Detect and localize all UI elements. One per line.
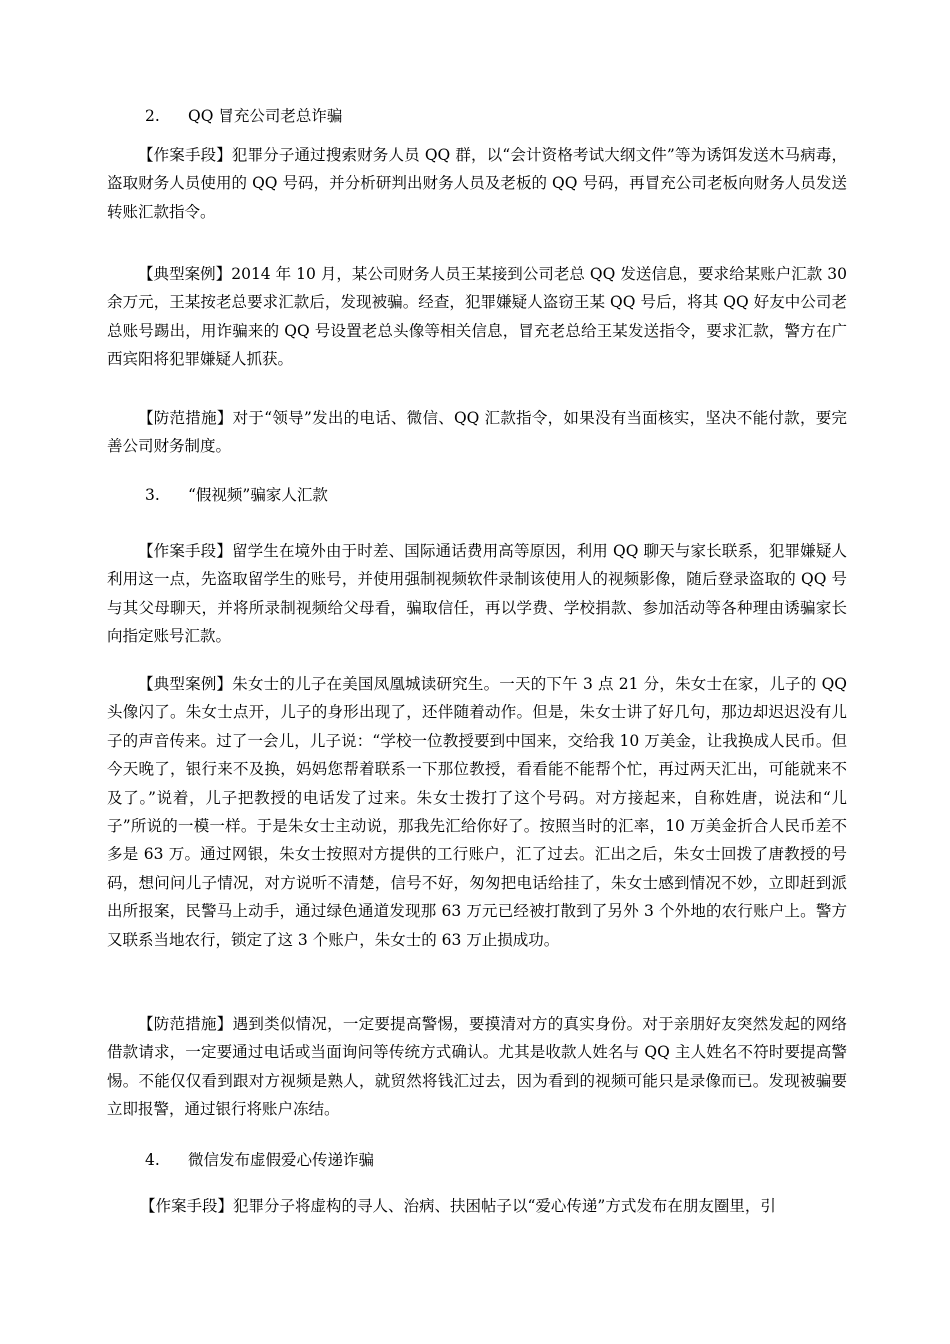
section-number: 2. <box>145 107 160 125</box>
paragraph-case: 【典型案例】朱女士的儿子在美国凤凰城读研究生。一天的下午 3 点 21 分，朱女士在家，儿子的 QQ 头像闪了。朱女士点开，儿子的身形出现了，还伴随着动作。但是，朱女士讲了好几句，那边却迟迟没有儿子的声音传来。过了一会儿，儿子说：“学校一位教授要到中国来，交给我 10 万美金，让我换成人民币。但今天晚了，银行来不及换，妈妈您帮着联系一下那位教授，看看能不能帮个忙，再过两天汇出，可能就来不及了。”说着，儿子把教授的电话发了过来。朱女士拨打了这个号码。对方接起来，自称姓唐，说法和“儿子”所说的一模一样。于是朱女士主动说，那我先汇给你好了。按照当时的汇率，10 万美金折合人民币差不多是 63 万。通过网银，朱女士按照对方提供的工行账户，汇了过去。汇出之后，朱女士回拨了唐教授的号码，想问问儿子情况，对方说听不清楚，信号不好，匆匆把电话给挂了，朱女士感到情况不妙，立即赶到派出所报案，民警马上动手，通过绿色通道发现那 63 万元已经被打散到了另外 3 个外地的农行账户上。警方又联系当地农行，锁定了这 3 个账户，朱女士的 63 万止损成功。 <box>107 675 847 949</box>
paragraph-prevention: 【防范措施】遇到类似情况，一定要提高警惕，要摸清对方的真实身份。对于亲朋好友突然发起的网络借款请求，一定要通过电话或当面询问等传统方式确认。尤其是收款人姓名与 QQ 主人姓名不符时要提高警惕。不能仅仅看到跟对方视频是熟人，就贸然将钱汇过去，因为看到的视频可能只是录像而已。发现被骗要立即报警，通过银行将账户冻结。 <box>107 1015 847 1119</box>
paragraph-method: 【作案手段】犯罪分子将虚构的寻人、治病、扶困帖子以“爱心传递”方式发布在朋友圈里，引 <box>140 1197 776 1215</box>
paragraph-method: 【作案手段】留学生在境外由于时差、国际通话费用高等原因，利用 QQ 聊天与家长联系，犯罪嫌疑人利用这一点，先盗取留学生的账号，并使用强制视频软件录制该使用人的视频影像，随后登录盗取的 QQ 号与其父母聊天，并将所录制视频给父母看，骗取信任，再以学费、学校捐款、参加活动等各种理由诱骗家长向指定账号汇款。 <box>107 542 847 646</box>
paragraph-prevention: 【防范措施】对于“领导”发出的电话、微信、QQ 汇款指令，如果没有当面核实，坚决不能付款，要完善公司财务制度。 <box>107 409 847 456</box>
section-heading-2 <box>145 104 342 128</box>
section-number: 4. <box>145 1151 160 1169</box>
paragraph-case: 【典型案例】2014 年 10 月，某公司财务人员王某接到公司老总 QQ 发送信息，要求给某账户汇款 30 余万元，王某按老总要求汇款后，发现被骗。经查，犯罪嫌疑人盗窃王某 QQ 号后，将其 QQ 好友中公司老总账号踢出，用诈骗来的 QQ 号设置老总头像等相关信息，冒充老总给王某发送指令，要求汇款，警方在广西宾阳将犯罪嫌疑人抓获。 <box>107 265 847 369</box>
section-title: “假视频”骗家人汇款 <box>188 486 328 504</box>
paragraph-method: 【作案手段】犯罪分子通过搜索财务人员 QQ 群，以“会计资格考试大纲文件”等为诱饵发送木马病毒，盗取财务人员使用的 QQ 号码，并分析研判出财务人员及老板的 QQ 号码，再冒充公司老板向财务人员发送转账汇款指令。 <box>107 146 847 221</box>
section-heading-4 <box>145 1148 374 1172</box>
section-title: 微信发布虚假爱心传递诈骗 <box>188 1151 375 1169</box>
section-number: 3. <box>145 486 160 504</box>
section-heading-3 <box>145 483 328 507</box>
section-title: QQ 冒充公司老总诈骗 <box>188 107 343 125</box>
